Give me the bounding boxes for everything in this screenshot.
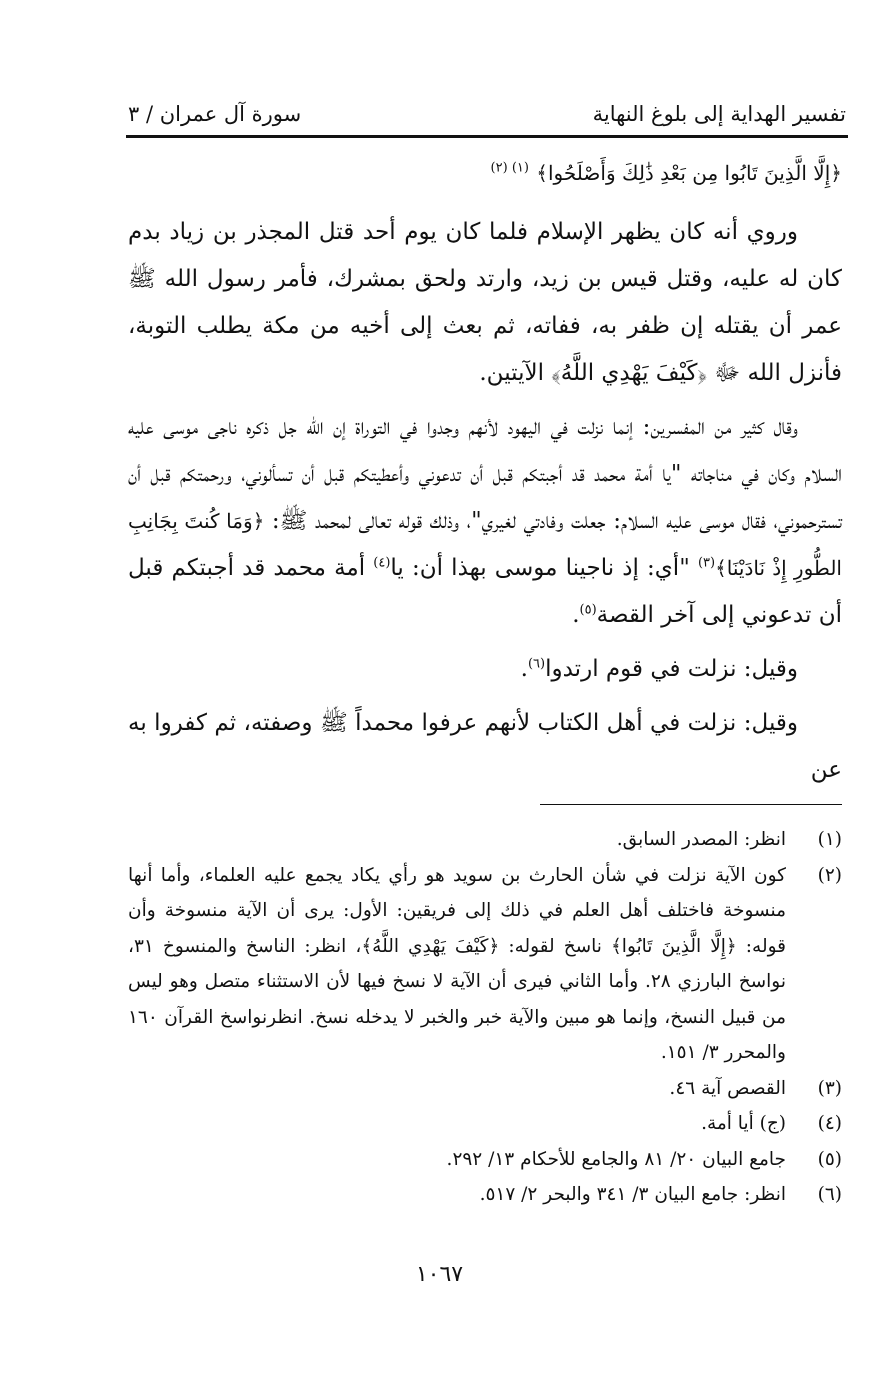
surah-title: سورة آل عمران / ٣ [128, 102, 302, 126]
quran-verse: ﴿إِلَّا الَّذِينَ تَابُوا مِن بَعْدِ ذَٰلِكَ وَأَصْلَحُوا﴾ [536, 161, 842, 185]
book-title: تفسير الهداية إلى بلوغ النهاية [592, 102, 846, 126]
footnote-number: (٤) [817, 1113, 842, 1134]
paragraph-text: . [572, 602, 580, 628]
main-text [128, 150, 842, 801]
paragraph-text: . [520, 656, 528, 682]
paragraph-text: أمة محمد قد أجبتكم قبل أن تدعوني إلى آخر القصة [128, 555, 842, 628]
footnote-item [128, 1106, 842, 1142]
quran-verse: ﴿وَمَا كُنتَ بِجَانِبِ الطُّورِ إِذْ نَادَيْنَا﴾ [128, 509, 842, 580]
page-number: ١٠٦٧ [415, 1262, 464, 1287]
footnote-item [128, 1071, 842, 1107]
footnote-number: (٥) [817, 1148, 842, 1170]
running-header [128, 96, 846, 132]
paragraph-commentators [128, 404, 842, 639]
footnote-ref: (٣) [697, 555, 716, 571]
footnotes [128, 822, 842, 1213]
footnote-ref: (٤) [373, 555, 391, 571]
paragraph-people-of-book: وقيل: نزلت في أهل الكتاب لأنهم عرفوا محمداً ﷺ وصفته، ثم كفروا به عن [128, 710, 842, 783]
footnote-ref: (٦) [527, 656, 546, 672]
footnote-text: جامع البيان ٢٠/ ٨١ والجامع للأحكام ١٣/ ٢٩٢. [446, 1148, 786, 1170]
footnote-text: (ج) أيا أمة. [701, 1113, 786, 1134]
footnote-ref: (١) (٢) [490, 160, 529, 176]
footnote-item [128, 822, 842, 858]
footnote-number: (٦) [817, 1184, 842, 1205]
header-divider [126, 135, 848, 138]
footnote-divider [540, 804, 842, 805]
footnote-number: (٣) [817, 1077, 842, 1099]
paragraph-narration: وروي أنه كان يظهر الإسلام فلما كان يوم أحد قتل المجذر بن زياد بدم كان له عليه، وقتل قيس بن زيد، وارتد ولحق بمشرك، فأمر رسول الله ﷺ عمر أن يقتله إن ظفر به، ففاته، ثم بعث إلى أخيه من مكة يطلب التوبة، فأنزل الله ﷻ ﴿كَيْفَ يَهْدِي اللَّهُ﴾ الآيتين. [128, 219, 842, 386]
footnote-text: كون الآية نزلت في شأن الحارث بن سويد هو رأي يكاد يجمع عليه العلماء، وأما أنها منسوخة فاختلف أهل العلم في ذلك إلى فريقين: الأول: يرى أن الآية منسوخة وأن قوله: ﴿إِلَّا الَّذِينَ تَابُوا﴾ ناسخ لقوله: ﴿كَيْفَ يَهْدِي اللَّهُ﴾، انظر: الناسخ والمنسوخ ٣١، نواسخ البارزي ٢٨. وأما الثاني فيرى أن الآية لا نسخ فيها لأن الاستثناء متصل وهو ليس من قبيل النسخ، وإنما هو مبين والآية خبر والخبر لا يدخله نسخ. انظرنواسخ القرآن ١٦٠ والمحرر ٣/ ١٥١. [128, 864, 786, 1063]
footnote-item [128, 1142, 842, 1178]
footnote-item [128, 858, 842, 1071]
footnote-text: انظر: المصدر السابق. [616, 829, 786, 850]
paragraph-apostates [128, 646, 842, 693]
footnote-number: (١) [817, 829, 842, 850]
paragraph-text: وقيل: نزلت في قوم ارتدوا [545, 656, 798, 682]
footnote-ref: (٥) [579, 602, 597, 618]
footnote-text: انظر: جامع البيان ٣/ ٣٤١ والبحر ٢/ ٥١٧. [479, 1184, 786, 1205]
paragraph-text: "أي: إذ ناجينا موسى بهذا أن: يا [390, 555, 698, 581]
footnote-number: (٢) [817, 864, 842, 886]
footnote-text: القصص آية ٤٦. [669, 1077, 786, 1099]
paragraph-text: وقال كثير من المفسرين: إنما نزلت في اليهود لأنهم وجدوا في التوراة إن الله جل ذكره ناجى موسى عليه السلام وكان في مناجاته "يا أمة محمد قد أجبتكم قبل أن تدعوني وأعطيتكم قبل أن تسألوني، ورحمتكم قبل أن تسترحموني، فقال موسى عليه السلام: جعلت وفادتي لغيري"، وذلك قوله تعالى لمحمد ﷺ: [128, 414, 843, 534]
quran-verse-paragraph [128, 150, 842, 197]
footnote-item [128, 1177, 842, 1213]
